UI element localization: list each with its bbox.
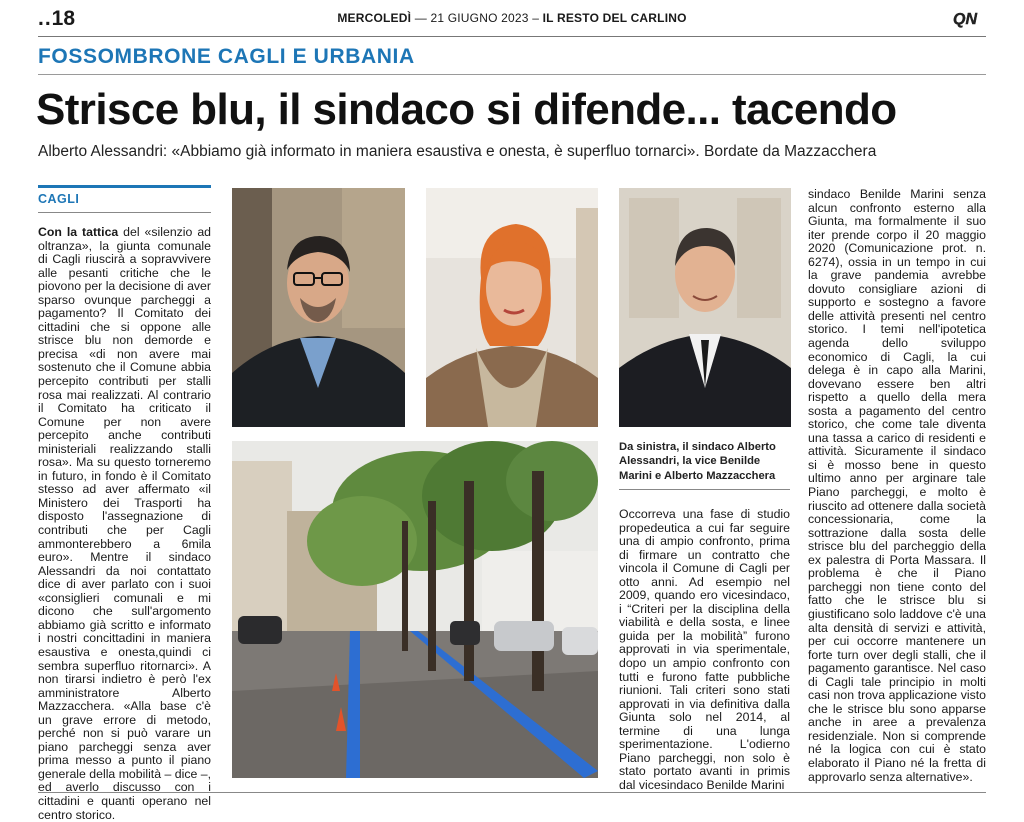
dateline-newspaper: IL RESTO DEL CARLINO — [542, 11, 687, 25]
section-title: FOSSOMBRONE CAGLI E URBANIA — [38, 45, 415, 68]
photo-alberto-alessandri — [232, 188, 405, 427]
photo-alberto-mazzacchera-image — [619, 188, 791, 427]
page-number-dots: .. — [38, 7, 52, 30]
article-column-4 — [808, 188, 986, 784]
top-rule — [38, 36, 986, 37]
masthead — [38, 6, 986, 32]
article-text-3: Occorreva una fase di studio propedeutica a cui far seguire una di ampio confronto, prima di firmare un contratto che vincola il Comune di Cagli per otto anni. Ad esempio nel 2009, quando ero vicesindaco, i “Criteri per la disciplina della viabilità e della sosta, e linee guida per la mobilità” furono approvati in via sperimentale, dopo un ampio confronto con tutti e furono fatte pubbliche riunioni. Tali criteri sono stati approvati in via definitiva dalla Giunta solo nel 2014, al termine di una lunga sperimentazione. L'odierno Piano parcheggi, non solo è stato portato avanti in primis dal vicesindaco Benilde Marini — [619, 507, 790, 792]
dateline-day: MERCOLEDÌ — [337, 11, 412, 25]
caption-rule — [619, 489, 790, 490]
svg-text:QN: QN — [953, 11, 977, 28]
qn-logo — [946, 9, 984, 27]
photo-alberto-alessandri-image — [232, 188, 405, 427]
photo-caption: Da sinistra, il sindaco Alberto Alessandri, la vice Benilde Marini e Alberto Mazzacchera — [619, 441, 776, 482]
dateline: MERCOLEDÌ — 21 GIUGNO 2023 – IL RESTO DEL CARLINO — [337, 11, 687, 25]
photo-benilde-marini-image — [426, 188, 598, 427]
page-number-value: 18 — [51, 7, 76, 30]
photo-blue-parking-lines — [232, 441, 598, 778]
article-text-1: del «silenzio ad oltranza», la giunta comunale di Cagli riuscirà a sopravvivere alle pesanti critiche che le piovono per la decisione di aver sparso ovunque parcheggi a pagamento? Il Comitato dei cittadini che si oppone alle strisce blu non demorde e precisa «di non avere mai sostenuto che il Comune abbia percepito contributi per stalli rosa mai realizzati. Al contrario il Comitato ha criticato il Comune per non avere percepito anche contributi ministeriali realizzando stalli rosa». Ma su questo torneremo in futuro, in fondo è il Comitato stesso ad aver affermato «il Ministero dei Trasporti ha disposto l'assegnazione di contributi che per Cagli ammonterebbero a 6mila euro». Mentre il sindaco Alessandri da noi contattato dice di aver parlato con i suoi «consiglieri comunali e mi dicono che sull'argomento abbiamo già scritto e informato i nostri concittadini in maniera esaustiva e onesta,quindi ci sembra superfluo ritornarci». A non tirarsi indietro è però l'ex amministratore Alberto Mazzacchera. «Alla base c'è un grave errore di metodo, perché non si può varare un piano parcheggi senza aver prima messo a punto il piano generale della mobilità – dice –, ed averlo discusso con i cittadini e quanti operano nel centro storico. — [38, 225, 211, 822]
article-text-4: sindaco Benilde Marini senza alcun confronto esterno alla Giunta, ma formalmente il suo iter prende corpo il 20 maggio 2020 (Comunicazione prot. n. 6274), ossia in un tempo in cui la grave pandemia avrebbe dovuto consigliare azioni di supporto e sostegno a favore delle attività presenti nel centro storico. I temi nell'ipotetica agenda dello sviluppo economico di Cagli, la cui delega è in capo alla Marini, dovevano essere ben altri rispetto a quello della mera sosta a pagamento del centro storico, che come tale diventa una tassa a carico di residenti e attività. Sicuramente il sindaco si è mosso bene in questo ultimo anno per arginare tale Piano parcheggi, e molto è riuscito ad ottenere dalla società concessionaria, come la sottrazione dalla sosta delle strisce blu del parcheggio della ex palestra di Porta Massara. Il problema è che il Piano parcheggi non tiene conto del fatto che le strisce blu si giustificano solo laddove c'è una alta densità di servizi e attività, per cui occorre mantenere un forte turn over degli stalli, che il pagamento garantisce. Nel caso di Cagli tale principio in molti casi non trova applicazione visto che le strisce blu sono apparse anche in aree a prevalenza residenziale. Non si comprende né la logica con cui è stato elaborato il Piano né la fretta di approvarlo senza alternative». — [808, 187, 986, 784]
kicker-bar — [38, 185, 211, 188]
dateline-date: 21 GIUGNO 2023 — [430, 11, 529, 25]
article-column-1 — [38, 225, 211, 822]
photo-benilde-marini — [426, 188, 598, 427]
article-lead: Con la tattica — [38, 225, 119, 239]
photo-blue-parking-lines-image — [232, 441, 598, 778]
headline: Strisce blu, il sindaco si difende... tacendo — [36, 85, 897, 134]
article-column-3 — [619, 507, 790, 792]
kicker: CAGLI — [38, 192, 80, 206]
section-rule — [38, 74, 986, 75]
bottom-rule — [38, 792, 986, 793]
photo-alberto-mazzacchera — [619, 188, 791, 427]
subheadline: Alberto Alessandri: «Abbiamo già informato in maniera esaustiva e onesta, è superfluo tornarci». Bordate da Mazzacchera — [38, 143, 877, 160]
kicker-rule — [38, 212, 211, 213]
